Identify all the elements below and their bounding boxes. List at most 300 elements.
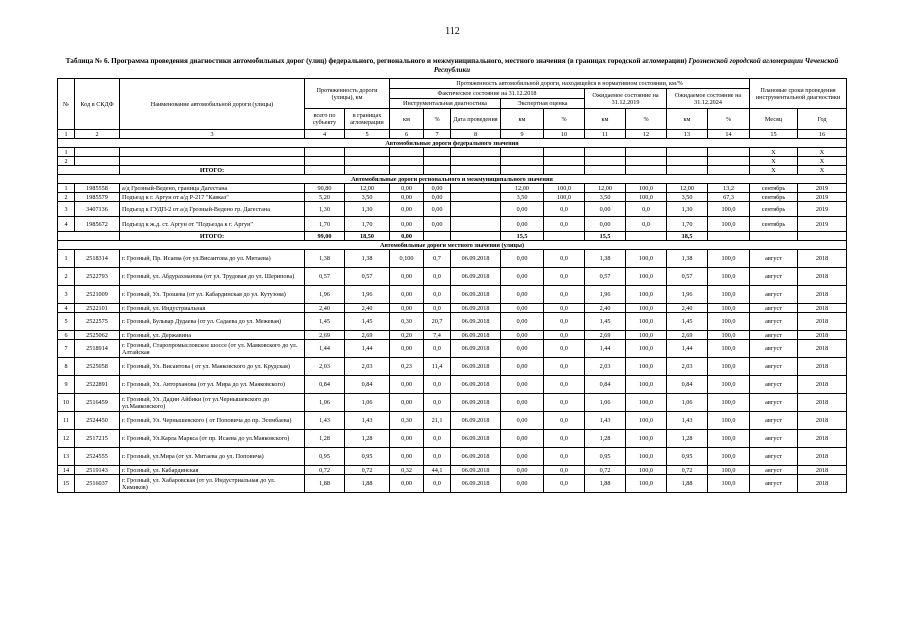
table-cell: 1,44 [305, 340, 345, 358]
table-cell: август [750, 304, 798, 313]
table-cell: 0,0 [544, 358, 585, 376]
table-cell: 0,0 [544, 376, 585, 394]
header-km: км [585, 109, 626, 130]
road-name: г. Грозный, Ул. Дадин Айбики (от ул.Чернышевского до ул.Маяковского) [120, 394, 305, 412]
table-row [58, 250, 847, 268]
table-cell: 100,0 [708, 412, 750, 430]
total-cell: 15,5 [501, 232, 544, 241]
table-cell: 44,1 [424, 466, 451, 475]
total-row [58, 166, 847, 175]
table-cell: август [750, 466, 798, 475]
header-month: Месяц [750, 109, 798, 130]
table-cell: 0,95 [667, 448, 708, 466]
table-cell: 0,0 [544, 250, 585, 268]
header-normative: Протяженность автомобильной дороги, находящейся в нормативном состоянии, км/% [390, 79, 750, 89]
table-cell: 0,72 [305, 466, 345, 475]
empty-cell [544, 157, 585, 166]
table-cell: 0,0 [424, 304, 451, 313]
column-number: 14 [708, 130, 750, 139]
table-row [58, 313, 847, 331]
table-cell: 0,00 [501, 268, 544, 286]
total-label: ИТОГО: [120, 166, 305, 175]
section-row [58, 139, 847, 148]
table-cell: 15 [58, 475, 75, 493]
empty-cell [390, 157, 424, 166]
table-cell: 0,00 [501, 412, 544, 430]
empty-cell [390, 148, 424, 157]
table-cell: 100,0 [708, 340, 750, 358]
table-cell: 100,0 [626, 304, 667, 313]
table-cell: 0,00 [390, 376, 424, 394]
empty-cell [585, 157, 626, 166]
table-cell: 3,50 [501, 193, 544, 202]
table-cell: 0,0 [424, 394, 451, 412]
table-cell: 12,00 [667, 184, 708, 193]
section-title: Автомобильные дороги регионального и межмуниципального значения [58, 175, 847, 184]
empty-cell [544, 166, 585, 175]
table-cell: 0,0 [424, 376, 451, 394]
table-cell: 2019 [798, 217, 847, 232]
table-cell: 1,43 [667, 412, 708, 430]
table-cell: 2018 [798, 331, 847, 340]
road-name: Подъезд к г. Аргун от а/д Р-217 "Кавказ" [120, 193, 305, 202]
table-cell: 2516459 [75, 394, 120, 412]
road-name: г. Грозный, Пр. Исаева (от ул.Висаитова до ул. Митаева) [120, 250, 305, 268]
header-name: Наименование автомобильной дороги (улицы) [120, 79, 305, 130]
table-cell: 100,0 [626, 250, 667, 268]
table-cell: 1,44 [345, 340, 390, 358]
header-code: Код в СКДФ [75, 79, 120, 130]
table-cell: 1,88 [585, 475, 626, 493]
empty-cell [451, 157, 501, 166]
diagnostics-table [57, 78, 847, 493]
table-row [58, 148, 847, 157]
table-cell: 1,43 [585, 412, 626, 430]
table-cell: август [750, 268, 798, 286]
table-cell: август [750, 394, 798, 412]
table-cell: 0,00 [501, 475, 544, 493]
column-number: 8 [451, 130, 501, 139]
table-cell: 0,00 [501, 466, 544, 475]
table-cell: 1,28 [585, 430, 626, 448]
header-length-aggl: в границах агломерации [345, 109, 390, 130]
section-title: Автомобильные дороги местного значения (улицы) [58, 241, 847, 250]
table-cell: 100,0 [708, 250, 750, 268]
empty-cell [120, 157, 305, 166]
column-numbers-row [58, 130, 847, 139]
table-cell: 0,0 [544, 466, 585, 475]
table-cell: 2522575 [75, 313, 120, 331]
header-planned: Плановые сроки проведения инструментальной диагностики [750, 79, 847, 109]
table-cell: 0,00 [501, 331, 544, 340]
header-km: км [390, 109, 424, 130]
table-cell: 2018 [798, 304, 847, 313]
table-cell: 2018 [798, 430, 847, 448]
table-cell: 0,0 [544, 448, 585, 466]
table-cell: 0,0 [544, 475, 585, 493]
month-cell: Х [750, 148, 798, 157]
table-cell: 0,72 [345, 466, 390, 475]
table-cell: 0,0 [544, 286, 585, 304]
road-name: а/д Грозный-Ведено, граница Дагестана [120, 184, 305, 193]
table-cell: 1,28 [345, 430, 390, 448]
empty-cell [75, 148, 120, 157]
table-cell: сентябрь [750, 202, 798, 217]
table-cell: 2518314 [75, 250, 120, 268]
table-cell: 0,00 [501, 304, 544, 313]
table-cell: 5 [58, 313, 75, 331]
table-cell: 0,0 [544, 340, 585, 358]
table-row [58, 466, 847, 475]
caption-main: Таблица № 6. Программа проведения диагностики автомобильных дорог (улиц) федерального, регионального и межмуниципального, местного значения (в границах городской агломерации) [65, 57, 687, 65]
header-km: км [501, 109, 544, 130]
empty-cell [75, 157, 120, 166]
column-number: 3 [120, 130, 305, 139]
empty-cell [424, 166, 451, 175]
table-cell: 2018 [798, 448, 847, 466]
total-cell: 18,5 [667, 232, 708, 241]
empty-cell [501, 166, 544, 175]
table-cell: 0,00 [501, 217, 544, 232]
road-name: г. Грозный, ул. Абдурахманова (от ул. Трудовая до ул. Шерипова) [120, 268, 305, 286]
empty-cell [667, 157, 708, 166]
table-cell: 100,0 [708, 217, 750, 232]
table-cell: 06.09.2018 [451, 358, 501, 376]
header-year: Год [798, 109, 847, 130]
column-number: 16 [798, 130, 847, 139]
table-cell: 100,0 [626, 394, 667, 412]
table-cell: 1,28 [667, 430, 708, 448]
table-cell: 2018 [798, 376, 847, 394]
table-cell: 2522891 [75, 376, 120, 394]
month-cell: Х [750, 157, 798, 166]
table-cell: 2018 [798, 340, 847, 358]
table-row [58, 193, 847, 202]
column-number: 2 [75, 130, 120, 139]
table-cell: август [750, 475, 798, 493]
empty-cell [798, 232, 847, 241]
header-pct: % [708, 109, 750, 130]
total-cell: 0,00 [390, 232, 424, 241]
table-cell: 100,0 [626, 268, 667, 286]
column-number: 15 [750, 130, 798, 139]
table-cell: 12,00 [501, 184, 544, 193]
table-cell: 0,72 [667, 466, 708, 475]
table-cell: 0,0 [544, 202, 585, 217]
table-cell: 2018 [798, 475, 847, 493]
table-cell: 1,06 [345, 394, 390, 412]
table-cell: 0,0 [626, 202, 667, 217]
table-cell: август [750, 313, 798, 331]
table-cell: 100,0 [626, 475, 667, 493]
year-cell: Х [798, 166, 847, 175]
table-cell: 3407136 [75, 202, 120, 217]
table-cell: 0,00 [390, 340, 424, 358]
table-cell: 1,38 [585, 250, 626, 268]
table-cell: 3 [58, 202, 75, 217]
table-cell: 100,0 [626, 286, 667, 304]
table-cell: 100,0 [708, 304, 750, 313]
table-cell: 2018 [798, 286, 847, 304]
table-cell: 2521009 [75, 286, 120, 304]
table-cell: 2018 [798, 268, 847, 286]
empty-cell [667, 166, 708, 175]
table-cell [451, 217, 501, 232]
header-pct: % [626, 109, 667, 130]
table-cell: 1,96 [667, 286, 708, 304]
table-cell: 4 [58, 304, 75, 313]
empty-cell [305, 157, 345, 166]
table-cell: 0,7 [424, 250, 451, 268]
table-cell: 1,45 [345, 313, 390, 331]
table-cell: 100,0 [626, 430, 667, 448]
empty-cell [390, 166, 424, 175]
empty-cell [305, 148, 345, 157]
table-cell: 0,20 [390, 331, 424, 340]
table-cell: 0,84 [585, 376, 626, 394]
table-cell: 0,0 [424, 475, 451, 493]
table-cell: 100,0 [626, 448, 667, 466]
table-cell: 2019 [798, 202, 847, 217]
empty-cell [544, 232, 585, 241]
table-cell: 0,95 [585, 448, 626, 466]
table-cell: 2018 [798, 394, 847, 412]
table-row [58, 412, 847, 430]
total-row [58, 232, 847, 241]
table-cell: август [750, 340, 798, 358]
column-number: 4 [305, 130, 345, 139]
table-cell: 2,03 [585, 358, 626, 376]
table-row [58, 430, 847, 448]
table-row [58, 202, 847, 217]
table-cell: 0,00 [424, 193, 451, 202]
table-cell: 100,0 [708, 466, 750, 475]
table-cell: 2,40 [585, 304, 626, 313]
table-cell: 2,69 [585, 331, 626, 340]
table-cell: 06.09.2018 [451, 394, 501, 412]
table-cell: 1,30 [667, 202, 708, 217]
table-cell: 1,88 [305, 475, 345, 493]
empty-cell [424, 232, 451, 241]
table-cell: 06.09.2018 [451, 286, 501, 304]
table-cell: 06.09.2018 [451, 412, 501, 430]
table-cell: 0,00 [501, 430, 544, 448]
table-body [58, 79, 847, 493]
road-name: г. Грозный, Ул. Трошева (от ул. Кабардинская до ул. Кутузова) [120, 286, 305, 304]
table-cell: 1985558 [75, 184, 120, 193]
empty-cell [750, 232, 798, 241]
table-cell: сентябрь [750, 217, 798, 232]
table-cell: 0,00 [501, 286, 544, 304]
table-row [58, 358, 847, 376]
table-cell: 0,0 [424, 268, 451, 286]
empty-cell [345, 166, 390, 175]
header-length-total: всего по субъекту [305, 109, 345, 130]
table-cell: 0,84 [305, 376, 345, 394]
table-cell: 06.09.2018 [451, 448, 501, 466]
table-row [58, 157, 847, 166]
table-cell: 0,84 [667, 376, 708, 394]
road-name: г. Грозный, Ул. Чернышевского ( от Поповича до пр. Эсембаева) [120, 412, 305, 430]
table-cell: 13 [58, 448, 75, 466]
table-cell: 0,0 [544, 430, 585, 448]
table-cell: 0,57 [305, 268, 345, 286]
table-cell: 1,96 [345, 286, 390, 304]
empty-cell [708, 157, 750, 166]
table-cell [451, 184, 501, 193]
caption-italic: Грозненской городской агломерации Чеченской Республики [433, 57, 839, 74]
table-cell: 100,0 [708, 475, 750, 493]
table-cell: 0,00 [390, 217, 424, 232]
road-name: г. Грозный, ул. Державина [120, 331, 305, 340]
table-cell: 0,0 [626, 217, 667, 232]
row-number: 1 [58, 148, 75, 157]
table-cell: 1,45 [585, 313, 626, 331]
table-cell: 1,38 [305, 250, 345, 268]
column-number: 6 [390, 130, 424, 139]
table-cell: 0,00 [501, 448, 544, 466]
empty-cell [708, 148, 750, 157]
header-expert: Экспертная оценка [501, 99, 585, 109]
table-row [58, 268, 847, 286]
header-num: № [58, 79, 75, 130]
empty-cell [585, 148, 626, 157]
table-cell: 1,06 [667, 394, 708, 412]
table-cell: 0,0 [544, 412, 585, 430]
table-cell: 11,4 [424, 358, 451, 376]
section-title: Автомобильные дороги федерального значения [58, 139, 847, 148]
table-row [58, 340, 847, 358]
table-cell: 0,00 [501, 394, 544, 412]
table-cell: 0,00 [390, 448, 424, 466]
table-cell: 0,00 [390, 304, 424, 313]
table-cell: 1,45 [305, 313, 345, 331]
table-cell: август [750, 286, 798, 304]
table-cell: 0,57 [345, 268, 390, 286]
table-cell: 1,70 [345, 217, 390, 232]
table-cell: 2018 [798, 412, 847, 430]
table-cell: 100,0 [626, 193, 667, 202]
table-cell: 2,03 [305, 358, 345, 376]
table-cell: 3,50 [667, 193, 708, 202]
table-cell: 1,88 [345, 475, 390, 493]
table-row [58, 376, 847, 394]
table-cell: 0,84 [345, 376, 390, 394]
table-cell: 14 [58, 466, 75, 475]
table-cell: 2,69 [667, 331, 708, 340]
header-pct: % [544, 109, 585, 130]
table-cell: 1985579 [75, 193, 120, 202]
table-cell: 0,0 [544, 313, 585, 331]
empty-cell [451, 166, 501, 175]
table-cell: 100,0 [626, 331, 667, 340]
table-cell: 0,00 [585, 202, 626, 217]
table-row [58, 331, 847, 340]
table-cell: 7,4 [424, 331, 451, 340]
table-cell: 90,80 [305, 184, 345, 193]
table-cell: 0,00 [585, 217, 626, 232]
column-number: 9 [501, 130, 544, 139]
table-cell: 0,100 [390, 250, 424, 268]
road-name: г. Грозный, ул. Индустриальная [120, 304, 305, 313]
table-cell: 2517215 [75, 430, 120, 448]
year-cell: Х [798, 157, 847, 166]
header-instr: Инструментальная диагностика [390, 99, 501, 109]
table-cell: 0,00 [390, 475, 424, 493]
header-length: Протяженность дороги (улицы), км [305, 79, 390, 109]
table-cell: 0,00 [424, 217, 451, 232]
road-name: г. Грозный, Ул.Карла Маркса (от пр. Исаева до ул.Маяковского) [120, 430, 305, 448]
table-cell: 9 [58, 376, 75, 394]
table-cell: 1,70 [305, 217, 345, 232]
empty-cell [501, 157, 544, 166]
table-cell: 0,00 [501, 250, 544, 268]
table-cell: 100,0 [708, 448, 750, 466]
section-row [58, 175, 847, 184]
empty-cell [708, 166, 750, 175]
empty-cell [305, 166, 345, 175]
table-cell: 0,30 [390, 313, 424, 331]
table-cell: 0,0 [544, 304, 585, 313]
table-cell: 2,40 [345, 304, 390, 313]
empty-cell [58, 166, 120, 175]
table-cell: 100,0 [626, 340, 667, 358]
table-row [58, 448, 847, 466]
table-cell: 2524450 [75, 412, 120, 430]
empty-cell [585, 166, 626, 175]
table-cell: 2525062 [75, 331, 120, 340]
empty-cell [626, 157, 667, 166]
table-cell: сентябрь [750, 193, 798, 202]
table-cell: 0,30 [390, 412, 424, 430]
table-cell: 1,28 [305, 430, 345, 448]
empty-cell [424, 148, 451, 157]
table-cell: 2522793 [75, 268, 120, 286]
table-cell: 0,0 [544, 268, 585, 286]
table-cell: 2018 [798, 313, 847, 331]
column-number: 13 [667, 130, 708, 139]
table-cell: 2,40 [667, 304, 708, 313]
table-cell: 06.09.2018 [451, 376, 501, 394]
table-cell: 12,00 [345, 184, 390, 193]
header-km: км [667, 109, 708, 130]
table-cell: 0,0 [424, 448, 451, 466]
table-cell: 0,00 [390, 268, 424, 286]
table-cell: 2 [58, 193, 75, 202]
table-cell: 0,00 [501, 340, 544, 358]
table-cell: 1,30 [305, 202, 345, 217]
table-row [58, 304, 847, 313]
table-cell: 3,50 [345, 193, 390, 202]
table-cell: 3,50 [585, 193, 626, 202]
row-number: 2 [58, 157, 75, 166]
table-cell: 0,57 [585, 268, 626, 286]
empty-cell [451, 232, 501, 241]
table-cell: 0,23 [390, 358, 424, 376]
table-cell: 2519143 [75, 466, 120, 475]
table-cell: 06.09.2018 [451, 475, 501, 493]
table-cell: 100,0 [708, 358, 750, 376]
table-cell: 100,0 [626, 412, 667, 430]
total-cell: 15,5 [585, 232, 626, 241]
table-cell: 1985672 [75, 217, 120, 232]
empty-cell [708, 232, 750, 241]
table-cell: 0,00 [501, 202, 544, 217]
table-cell: 06.09.2018 [451, 304, 501, 313]
header-expected-2024: Ожидаемое состояние на 31.12.2024 [667, 89, 750, 109]
table-cell: 0,00 [501, 376, 544, 394]
table-cell: 5,20 [305, 193, 345, 202]
